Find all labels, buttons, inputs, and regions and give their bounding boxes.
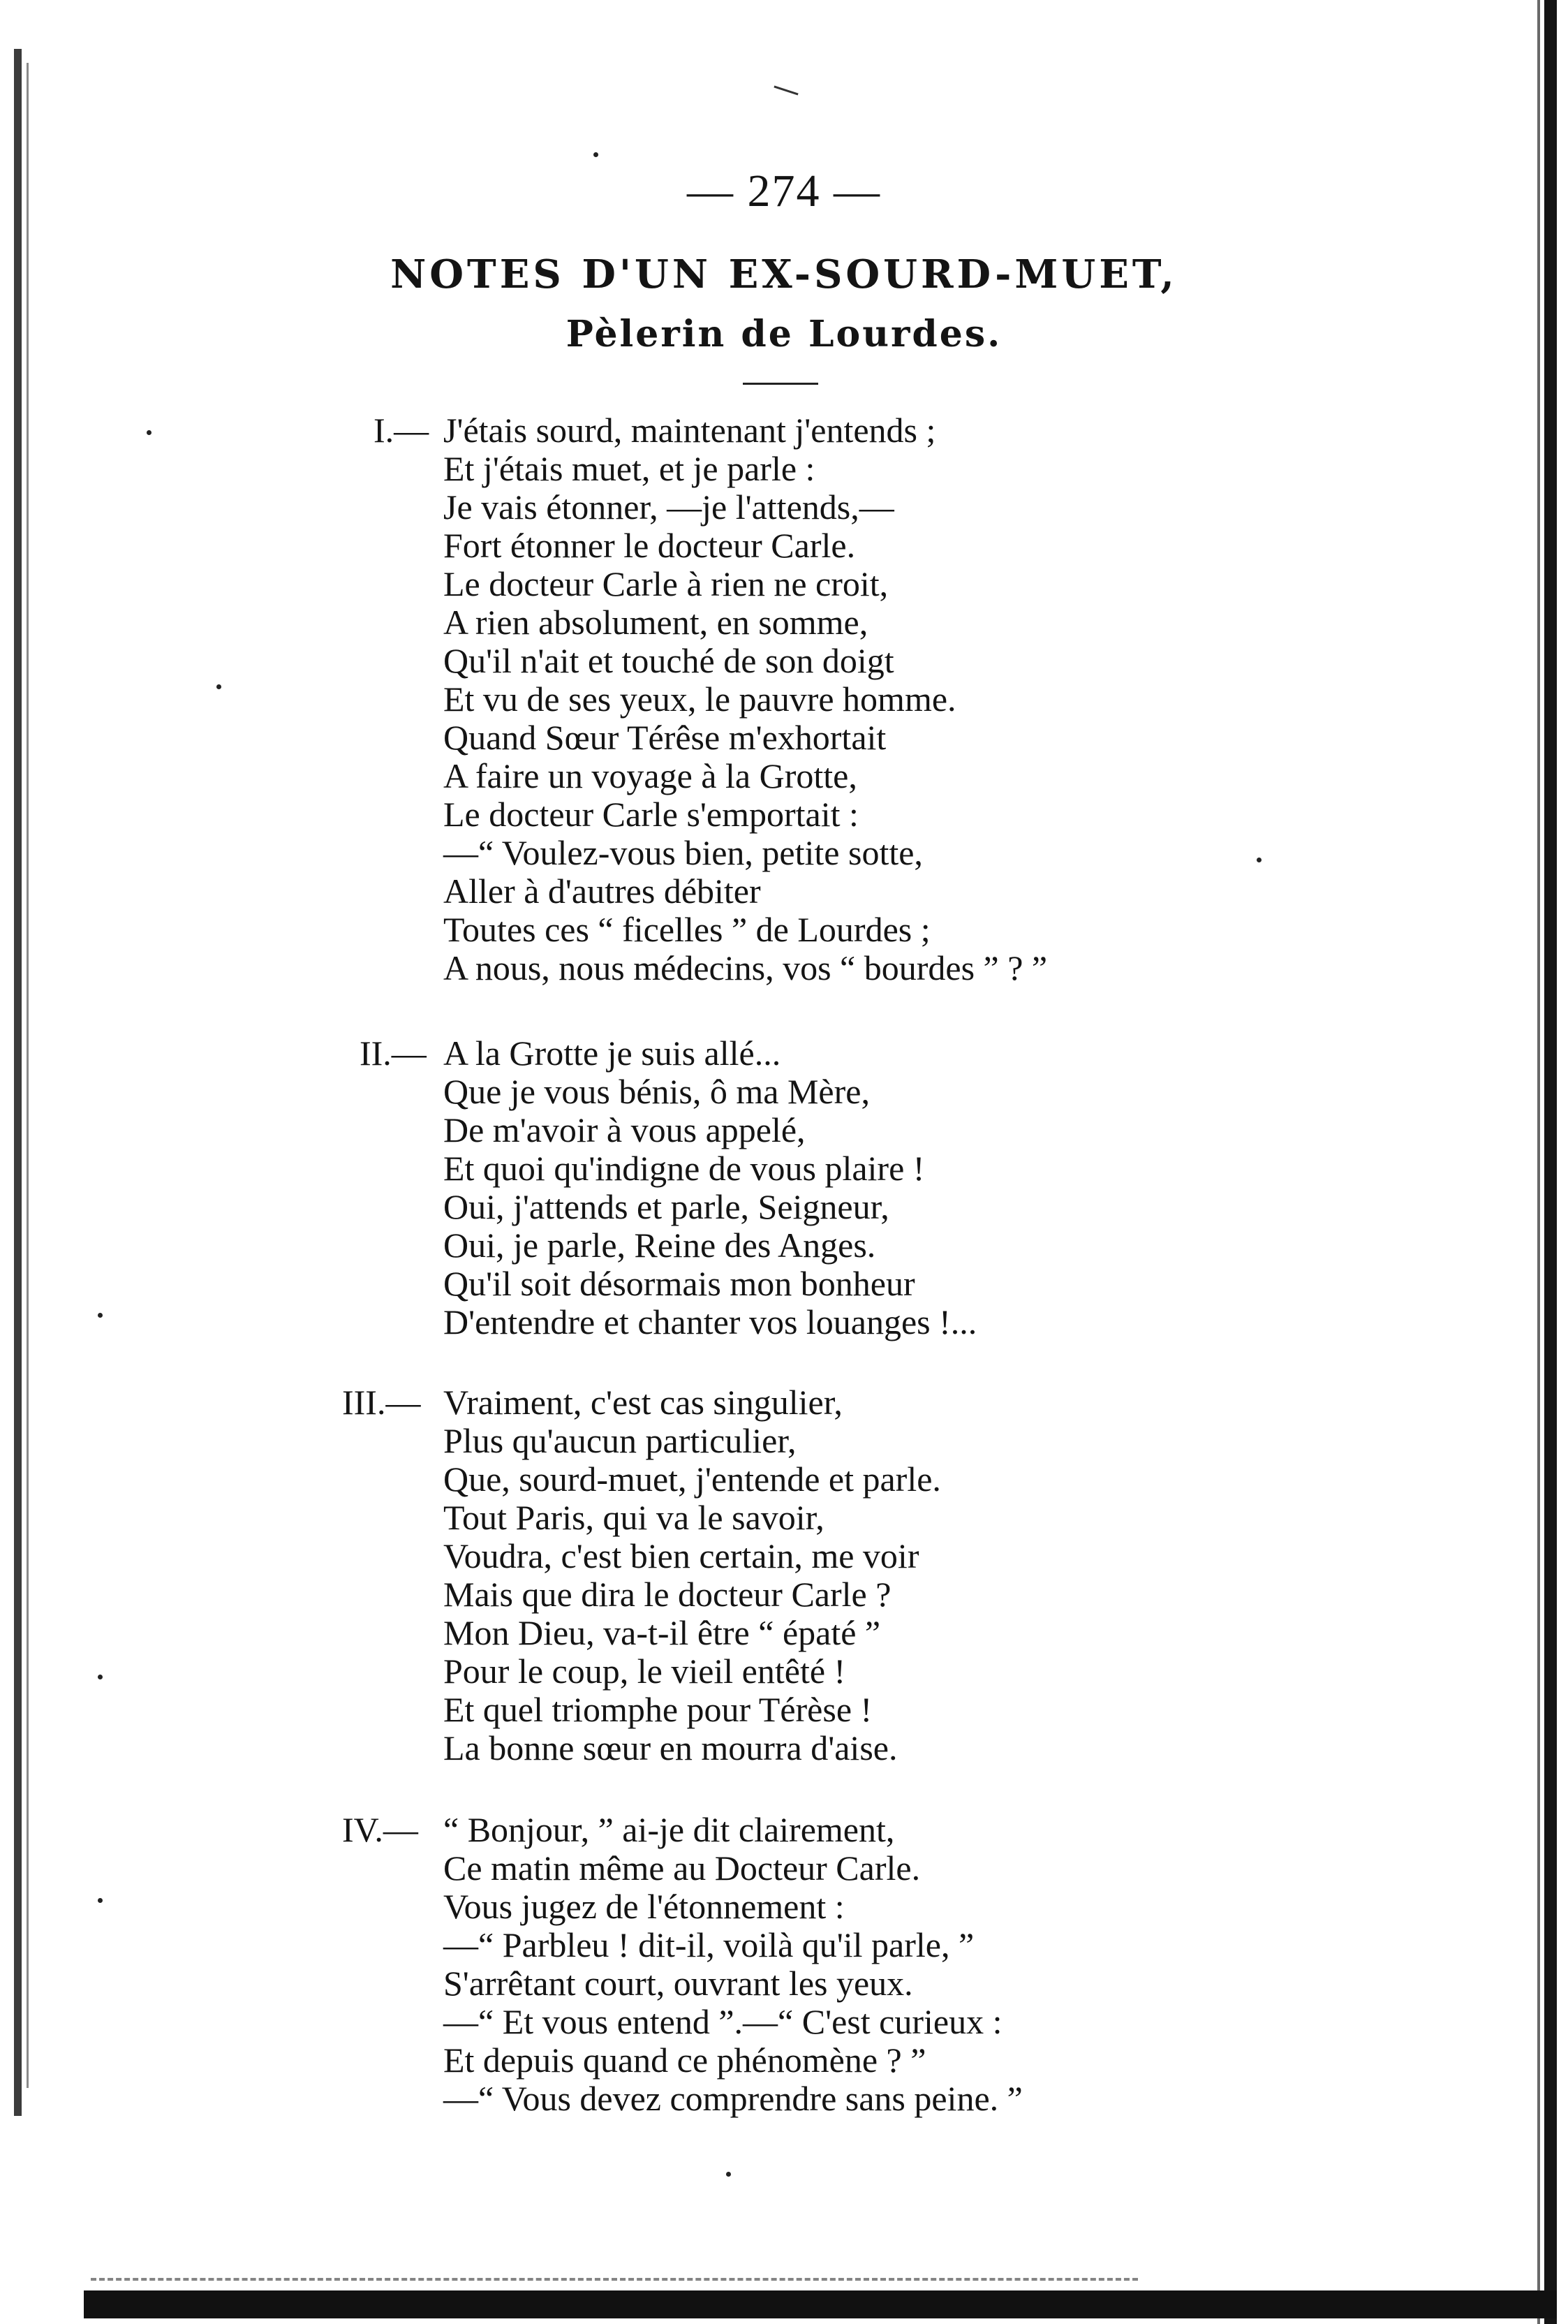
scan-speck — [147, 430, 151, 435]
verse-line: D'entendre et chanter vos louanges !... — [443, 1302, 977, 1341]
verse-line: La bonne sœur en mourra d'aise. — [443, 1728, 898, 1767]
verse-line: Ce matin même au Docteur Carle. — [443, 1848, 921, 1888]
verse-line: Qu'il n'ait et touché de son doigt — [443, 641, 894, 680]
verse-line: Que je vous bénis, ô ma Mère, — [443, 1072, 870, 1111]
verse-line: S'arrêtant court, ouvrant les yeux. — [443, 1964, 913, 2003]
scan-bottom-dash — [91, 2278, 1138, 2281]
verse-line: Et vu de ses yeux, le pauvre homme. — [443, 679, 956, 719]
verse-line: Pour le coup, le vieil entêté ! — [443, 1652, 846, 1691]
verse-line: Qu'il soit désormais mon bonheur — [443, 1264, 915, 1303]
verse-line: —“ Parbleu ! dit-il, voilà qu'il parle, ” — [443, 1925, 975, 1964]
verse-line: De m'avoir à vous appelé, — [443, 1110, 806, 1149]
verse-line: Tout Paris, qui va le savoir, — [443, 1498, 824, 1537]
verse-line: Et j'étais muet, et je parle : — [443, 449, 815, 488]
verse-line: —“ Vous devez comprendre sans peine. ” — [443, 2079, 1023, 2118]
verse-line: Que, sourd-muet, j'entende et parle. — [443, 1459, 941, 1499]
verse-line: Plus qu'aucun particulier, — [443, 1421, 797, 1460]
scan-speck — [593, 152, 598, 157]
article-subtitle: Pèlerin de Lourdes. — [565, 313, 1003, 355]
verse-line: Fort étonner le docteur Carle. — [443, 526, 856, 565]
verse-line: Le docteur Carle s'emportait : — [443, 795, 859, 834]
scan-bottom-edge — [84, 2290, 1557, 2318]
article-title: NOTES D'UN EX-SOURD-MUET, — [390, 251, 1178, 297]
stanza-number: I.— — [373, 411, 429, 450]
scan-left-edge-inner — [27, 63, 29, 2088]
scan-speck — [216, 684, 221, 689]
verse-line: Oui, j'attends et parle, Seigneur, — [443, 1187, 889, 1226]
verse-line: Toutes ces “ ficelles ” de Lourdes ; — [443, 910, 931, 949]
verse-line: Et quoi qu'indigne de vous plaire ! — [443, 1149, 925, 1188]
scan-speck — [726, 2172, 731, 2177]
verse-line: J'étais sourd, maintenant j'entends ; — [443, 411, 936, 450]
verse-line: —“ Voulez-vous bien, petite sotte, — [443, 833, 923, 872]
verse-line: Aller à d'autres débiter — [443, 872, 761, 911]
stanza-number: III.— — [342, 1383, 421, 1422]
scan-mark — [774, 86, 798, 96]
scan-left-edge — [14, 49, 22, 2116]
verse-line: Je vais étonner, —je l'attends,— — [443, 487, 894, 527]
scan-speck — [1257, 858, 1262, 862]
verse-line: —“ Et vous entend ”.—“ C'est curieux : — [443, 2002, 1003, 2041]
verse-line: A rien absolument, en somme, — [443, 603, 868, 642]
verse-line: Le docteur Carle à rien ne croit, — [443, 564, 889, 603]
verse-line: Voudra, c'est bien certain, me voir — [443, 1536, 919, 1575]
verse-line: A nous, nous médecins, vos “ bourdes ” ? ” — [443, 948, 1048, 987]
verse-line: Vous jugez de l'étonnement : — [443, 1887, 845, 1926]
verse-line: “ Bonjour, ” ai-je dit clairement, — [443, 1810, 895, 1849]
scan-speck — [98, 1898, 103, 1903]
verse-line: Mon Dieu, va-t-il être “ épaté ” — [443, 1613, 881, 1652]
scan-speck — [98, 1313, 103, 1318]
stanza-number: II.— — [360, 1034, 427, 1073]
scan-speck — [98, 1675, 103, 1679]
verse-line: Oui, je parle, Reine des Anges. — [443, 1226, 876, 1265]
title-divider — [743, 383, 818, 385]
stanza-number: IV.— — [342, 1810, 418, 1849]
verse-line: A faire un voyage à la Grotte, — [443, 756, 857, 795]
verse-line: Mais que dira le docteur Carle ? — [443, 1575, 892, 1614]
verse-line: Et quel triomphe pour Térèse ! — [443, 1690, 873, 1729]
verse-line: Quand Sœur Térêse m'exhortait — [443, 718, 887, 757]
verse-line: Et depuis quand ce phénomène ? ” — [443, 2040, 926, 2080]
verse-line: A la Grotte je suis allé... — [443, 1034, 781, 1073]
page-number: — 274 — — [687, 166, 881, 216]
verse-line: Vraiment, c'est cas singulier, — [443, 1383, 843, 1422]
